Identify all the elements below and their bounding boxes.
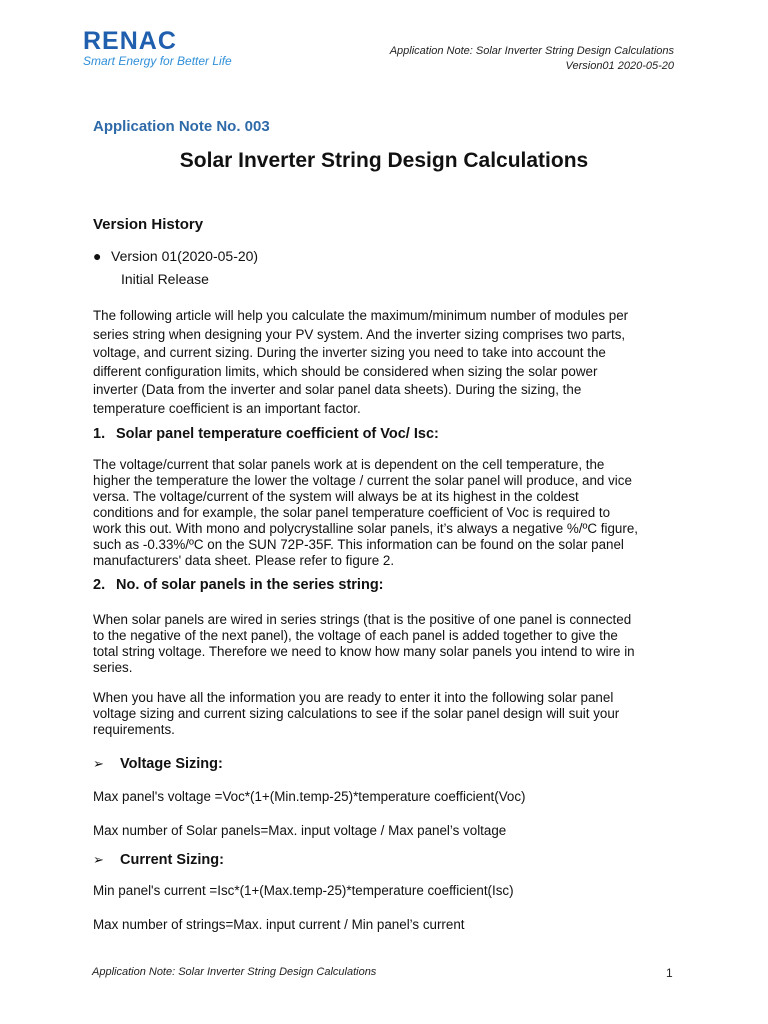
section-2-line: requirements. xyxy=(93,722,175,737)
section-2-line: series. xyxy=(93,660,133,675)
page-number: 1 xyxy=(666,966,673,980)
voltage-sizing-title: Voltage Sizing: xyxy=(120,756,223,772)
intro-line: temperature coefficient is an important factor. xyxy=(93,400,361,416)
current-formula-1: Min panel's current =Isc*(1+(Max.temp-25)*temperature coefficient(Isc) xyxy=(93,883,514,898)
intro-line: different configuration limits, which should be considered when sizing the solar power xyxy=(93,363,598,379)
section-1-line: higher the temperature the lower the voltage / current the solar panel will produce, and vice xyxy=(93,473,632,488)
section-1-line: The voltage/current that solar panels work at is dependent on the cell temperature, the xyxy=(93,457,605,472)
section-2-line: When solar panels are wired in series strings (that is the positive of one panel is connected xyxy=(93,612,632,627)
header-version: Version01 2020-05-20 xyxy=(565,60,674,72)
section-2-paragraph-1 xyxy=(93,612,683,676)
section-1-line: versa. The voltage/current of the system will always be at its highest in the coldest xyxy=(93,489,579,504)
voltage-formula-2: Max number of Solar panels=Max. input voltage / Max panel’s voltage xyxy=(93,823,507,838)
arrow-bullet-icon: ➢ xyxy=(93,852,104,867)
section-2-line: total string voltage. Therefore we need to know how many solar panels you intend to wire in xyxy=(93,644,635,659)
section-1-paragraph xyxy=(93,457,683,569)
current-sizing-title: Current Sizing: xyxy=(120,852,224,868)
section-2-paragraph-2 xyxy=(93,690,683,738)
section-1-line: such as -0.33%/ºC on the SUN 72P-35F. This information can be found on the solar panel xyxy=(93,537,624,552)
company-logo xyxy=(83,28,232,68)
intro-line: inverter (Data from the inverter and solar panel data sheets). During the sizing, the xyxy=(93,382,582,397)
footer-doc-title: Application Note: Solar Inverter String Design Calculations xyxy=(92,966,377,978)
arrow-bullet-icon: ➢ xyxy=(93,756,104,771)
section-1-line: manufacturers' data sheet. Please refer to figure 2. xyxy=(93,553,395,568)
version-history-heading: Version History xyxy=(93,216,204,233)
logo-tagline: Smart Energy for Better Life xyxy=(83,54,232,68)
section-2-heading xyxy=(93,577,384,593)
voltage-formula-1: Max panel's voltage =Voc*(1+(Min.temp-25)*temperature coefficient(Voc) xyxy=(93,789,526,804)
section-2-line: voltage sizing and current sizing calculations to see if the solar panel design will suit your xyxy=(93,706,620,721)
intro-paragraph xyxy=(93,307,683,418)
page-title: Solar Inverter String Design Calculations xyxy=(179,149,589,172)
section-1-heading xyxy=(93,426,439,442)
section-2-line: When you have all the information you are ready to enter it into the following solar panel xyxy=(93,690,614,705)
current-sizing-heading xyxy=(93,852,224,868)
intro-line: voltage, and current sizing. During the inverter sizing you need to take into account the xyxy=(93,345,606,360)
application-note-number: Application Note No. 003 xyxy=(93,118,270,135)
version-label: Version 01(2020-05-20) xyxy=(111,248,259,264)
intro-line: The following article will help you calculate the maximum/minimum number of modules per xyxy=(93,308,629,323)
section-2-number: 2. xyxy=(93,577,106,593)
section-1-line: conditions and for example, the solar panel temperature coefficient of Voc is required to xyxy=(93,505,611,520)
section-2-title: No. of solar panels in the series string: xyxy=(116,577,384,593)
section-1-number: 1. xyxy=(93,426,106,442)
version-entry xyxy=(93,248,258,264)
voltage-sizing-heading xyxy=(93,756,223,772)
page-header-info xyxy=(390,44,674,74)
version-description: Initial Release xyxy=(121,271,209,287)
section-1-line: work this out. With mono and polycrystalline solar panels, it’s always a negative %/ºC figure, xyxy=(93,521,638,536)
current-formula-2: Max number of strings=Max. input current / Min panel’s current xyxy=(93,917,465,932)
section-1-title: Solar panel temperature coefficient of Voc/ Isc: xyxy=(116,426,439,442)
section-2-line: to the negative of the next panel), the voltage of each panel is added together to give the xyxy=(93,628,618,643)
logo-wordmark: RENAC xyxy=(83,27,177,55)
bullet-icon: ● xyxy=(93,248,102,264)
intro-line: series string when designing your PV system. And the inverter sizing comprises two parts, xyxy=(93,326,626,342)
header-doc-title: Application Note: Solar Inverter String Design Calculations xyxy=(389,45,674,57)
